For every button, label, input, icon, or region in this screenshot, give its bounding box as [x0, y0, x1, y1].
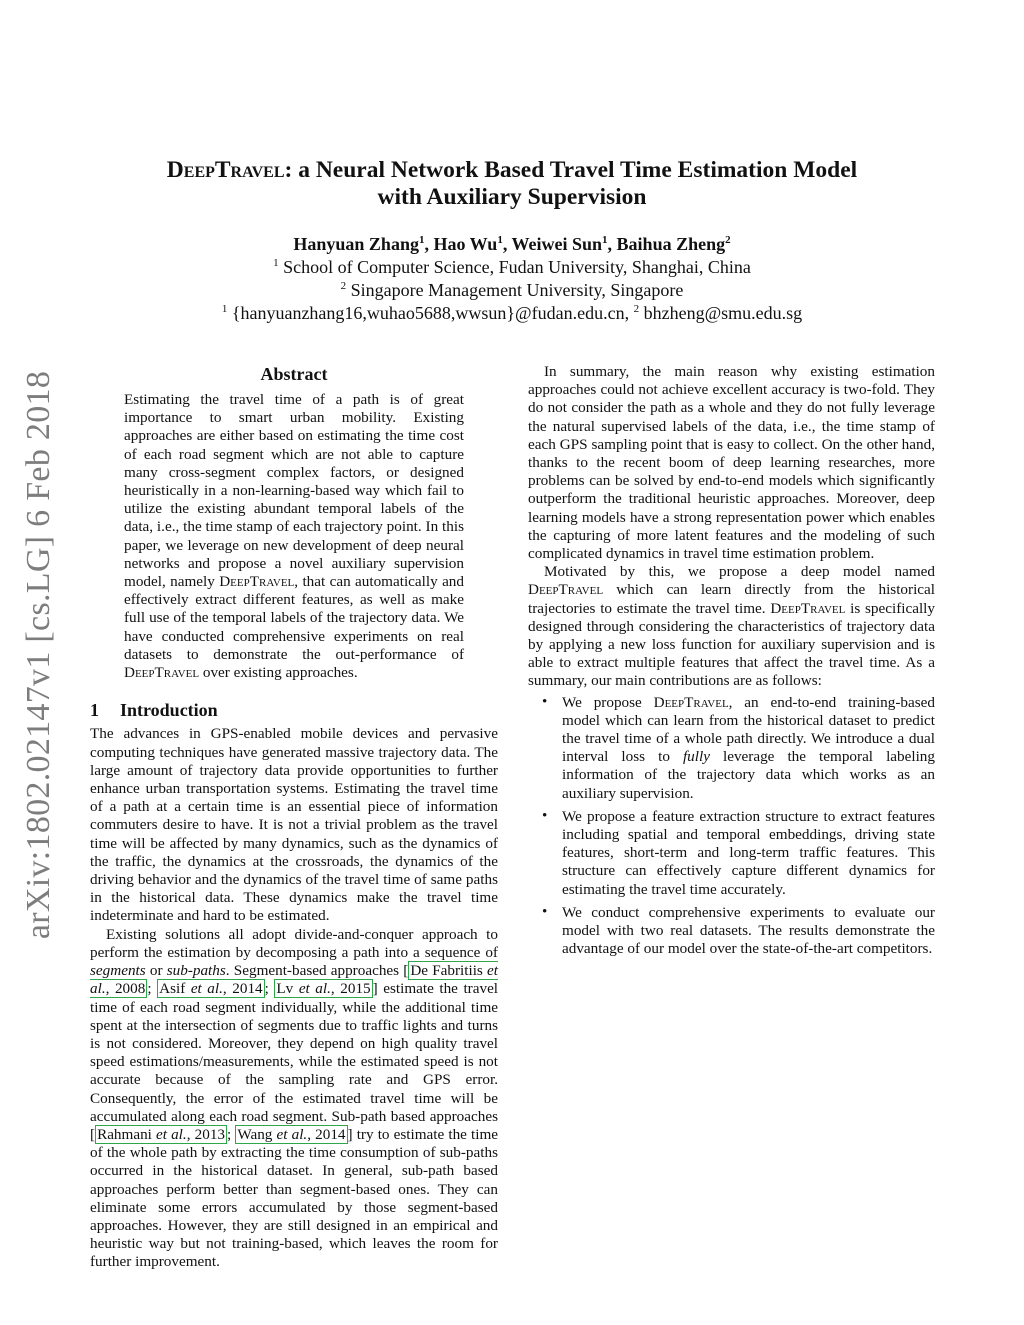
intro-paragraph-4: Motivated by this, we propose a deep model named DeepTravel which can learn directly from the historical trajectories to estimate the travel time. DeepTravel is specifically designed through considering the characteristics of trajectory data by applying a new loss function for auxiliary supervision and is able to extract multiple features that affect the travel time. As a summary, our main contributions are as follows:	[528, 563, 935, 690]
citation-link[interactable]: Asif et al., 2014	[159, 980, 263, 998]
author-block	[90, 233, 934, 325]
citation-link[interactable]: Wang et al., 2014	[237, 1125, 346, 1143]
paper-title	[90, 157, 934, 211]
author-names: Hanyuan Zhang$^1$, Hao Wu$^1$, Weiwei Sun$^1$, Baihua Zheng$^2$	[293, 234, 731, 254]
affiliation-fudan: $^1$ School of Computer Science, Fudan University, Shanghai, China	[273, 257, 751, 277]
contributions-list	[528, 694, 935, 959]
intro-paragraph-1: The advances in GPS-enabled mobile devices and pervasive computing techniques have generated massive trajectory data. The large amount of trajectory data provide opportunities to further enhance urban transportation systems. Estimating the travel time of a path at a certain time is an essential piece of information commuters desire to have. It is not a trivial problem as the travel time will be affected by many dynamics, such as the dynamics of the traffic, the dynamics at the crossroads, the dynamics of the driving behavior and the dynamics of the travel time of same paths in the historical data. These dynamics make the travel time indeterminate and hard to be estimated.	[90, 725, 498, 925]
affiliation-smu: $^2$ Singapore Management University, Singapore	[340, 280, 684, 300]
arxiv-stamp	[8, 355, 70, 955]
author-name: Hao Wu	[433, 234, 498, 254]
author-name: Baihua Zheng	[616, 234, 726, 254]
citation-link[interactable]: Lv et al., 2015	[276, 980, 371, 998]
abstract-text: Estimating the travel time of a path is of great importance to smart urban mobility. Existing approaches are either based on estimating the time cost of each road segment which are not able to capture many cross-segment complex factors, or designed heuristically in a non-learning-based way which fail to utilize the existing abundant temporal labels of the data, i.e., the time stamp of each trajectory point. In this paper, we leverage on new development of deep neural networks and propose a novel auxiliary supervision model, namely DeepTravel, that can automatically and effectively extract different features, as well as make full use of the temporal labels of the trajectory data. We have conducted comprehensive experiments on real datasets to demonstrate the out-performance of DeepTravel over existing approaches.	[124, 391, 464, 682]
author-emails: $^1$ {hanyuanzhang16,wuhao5688,wwsun}@fudan.edu.cn, $^2$ bhzheng@smu.edu.sg	[221, 303, 803, 323]
bullet-icon: •	[542, 902, 548, 920]
right-column	[528, 363, 935, 964]
citation-link[interactable]: Rahmani et al., 2013	[97, 1125, 226, 1143]
bullet-icon: •	[542, 692, 548, 710]
list-item: • We conduct comprehensive experiments to evaluate our model with two real datasets. The results demonstrate the advantage of our model over the state-of-the-art competitors.	[542, 902, 935, 958]
intro-paragraph-2: Existing solutions all adopt divide-and-conquer approach to perform the estimation by decomposing a path into a sequence of segments or sub-paths. Segment-based approaches [ De Fabritiis et al., 2008 ; Asif et al., 2014 ; Lv et al., 2015 ] estimate the travel time of each road segment individually, while the additional time spent at the intersection of segments due to traffic lights and turns is not considered. Moreover, they depend on high quality travel speed estimations/measurements, while the estimated speed is not accurate because of the sampling rate and GPS error. Consequently, the error of the estimated travel time will be accumulated along each road segment. Sub-path based approaches [ Rahmani et al., 2013 ; Wang et al., 2014 ] try to estimate the time of the whole path by extracting the time consumption of sub-paths occurred in the historical dataset. In general, sub-path based approaches perform better than segment-based ones. They can eliminate some errors accumulated by those segment-based approaches. However, they are still designed in an empirical and heuristic way but not training-based, which leaves the room for further improvement.	[90, 925, 499, 1271]
abstract-heading: Abstract	[260, 364, 328, 384]
title-model-name: DeepTravel	[166, 157, 285, 183]
bullet-icon: •	[542, 806, 548, 824]
intro-paragraph-3: In summary, the main reason why existing estimation approaches could not achieve excellent accuracy is two-fold. They do not consider the path as a whole and they do not fully leverage the natural supervised labels of the data, i.e., the time stamp of each GPS sampling point that is easy to collect. On the other hand, thanks to the recent boom of deep learning researches, more problems can be solved by end-to-end models which significantly outperform the traditional heuristic approaches. Moreover, deep learning models have a strong representation power which enables the capturing of more latent features and the modeling of such complicated dynamics in travel time estimation problem.	[528, 363, 935, 563]
section-heading: 1 Introduction	[90, 700, 218, 721]
author-name: Weiwei Sun	[511, 234, 603, 254]
title-line2: with Auxiliary Supervision	[377, 184, 647, 210]
left-column	[90, 363, 498, 1272]
list-item: • We propose a feature extraction structure to extract features including spatial and temporal embeddings, driving state features, short-term and long-term traffic features. This structure can effectively capture different dynamics for estimating the travel time accurately.	[542, 806, 935, 898]
author-name: Hanyuan Zhang	[293, 234, 419, 254]
list-item: • We propose DeepTravel, an end-to-end training-based model which can learn from the historical dataset to predict the travel time of a whole path directly. We introduce a dual interval loss to fully leverage the temporal labeling information of the trajectory data which works as an auxiliary supervision.	[542, 692, 935, 802]
title-line1: : a Neural Network Based Travel Time Estimation Model	[284, 157, 858, 183]
citation-link[interactable]: De Fabritiis et al., 2008	[90, 962, 498, 998]
arxiv-id: arXiv:1802.02147v1 [cs.LG] 6 Feb 2018	[20, 370, 57, 940]
